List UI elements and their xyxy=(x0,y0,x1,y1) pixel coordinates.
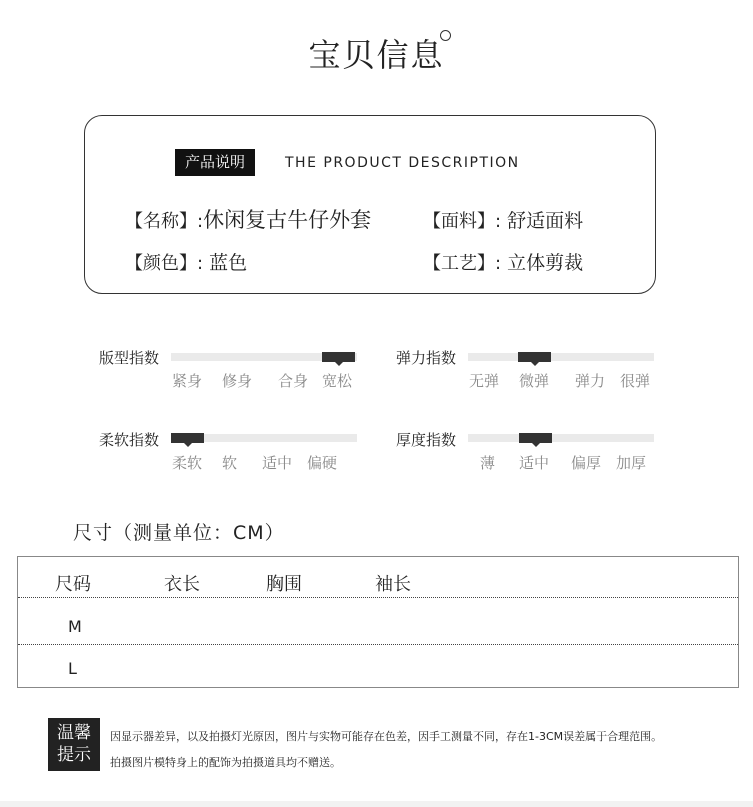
elasticity-option-1: 无弹 xyxy=(469,372,500,390)
color-value: 蓝色 xyxy=(209,252,248,274)
softness-option-1: 柔软 xyxy=(172,454,203,472)
elasticity-option-3: 弹力 xyxy=(575,372,606,390)
fit-option-1: 紧身 xyxy=(172,372,203,390)
name-row xyxy=(125,204,371,234)
tips-badge-line2: 提示 xyxy=(57,745,91,765)
product-description-card xyxy=(84,115,656,294)
elasticity-option-4: 很弹 xyxy=(620,372,651,390)
page-title xyxy=(0,30,753,76)
fit-option-4: 宽松 xyxy=(322,372,353,390)
craft-key: 【工艺】: xyxy=(423,253,502,274)
softness-index-bar xyxy=(171,434,357,442)
product-tag: 产品说明 xyxy=(175,149,255,176)
fit-option-3: 合身 xyxy=(278,372,309,390)
bottom-divider xyxy=(0,801,753,807)
thickness-index-marker xyxy=(519,433,552,443)
fabric-value: 舒适面料 xyxy=(507,210,584,232)
fabric-row xyxy=(423,206,583,233)
size-table-divider xyxy=(18,597,738,598)
color-row xyxy=(125,248,247,275)
elasticity-index-label: 弹力指数 xyxy=(396,349,457,367)
fit-index-marker xyxy=(322,352,355,362)
name-key: 【名称】: xyxy=(125,211,204,232)
name-value: 休闲复古牛仔外套 xyxy=(203,208,372,232)
fabric-key: 【面料】: xyxy=(423,211,502,232)
thickness-index-label: 厚度指数 xyxy=(396,431,457,449)
tips-badge xyxy=(48,718,100,771)
craft-row xyxy=(423,248,583,275)
tips-line-2: 拍摄图片模特身上的配饰为拍摄道具均不赠送。 xyxy=(110,756,341,769)
thickness-option-4: 加厚 xyxy=(616,454,647,472)
size-header-size: 尺码 xyxy=(55,574,91,595)
size-row-m: M xyxy=(68,617,82,636)
elasticity-option-2: 微弹 xyxy=(519,372,550,390)
size-table-divider xyxy=(18,644,738,645)
fit-index-bar xyxy=(171,353,357,361)
thickness-option-3: 偏厚 xyxy=(571,454,602,472)
softness-index-marker xyxy=(171,433,204,443)
size-row-l: L xyxy=(68,659,77,678)
size-header-sleeve: 袖长 xyxy=(375,574,411,595)
elasticity-index-bar xyxy=(468,353,654,361)
tips-badge-line1: 温馨 xyxy=(57,723,91,743)
thickness-option-2: 适中 xyxy=(519,454,550,472)
size-table xyxy=(17,556,739,688)
thickness-index-bar xyxy=(468,434,654,442)
fit-option-2: 修身 xyxy=(222,372,253,390)
softness-option-4: 偏硬 xyxy=(307,454,338,472)
elasticity-index-marker xyxy=(518,352,551,362)
page-title-text: 宝贝信息 xyxy=(308,36,445,74)
craft-value: 立体剪裁 xyxy=(507,252,584,274)
softness-index-label: 柔软指数 xyxy=(99,431,160,449)
tips-line-1: 因显示器差异，以及拍摄灯光原因，图片与实物可能存在色差，因手工测量不同，存在1-3CM误差属于合理范围。 xyxy=(110,730,663,743)
product-tag-en: THE PRODUCT DESCRIPTION xyxy=(285,155,520,171)
size-header-chest: 胸围 xyxy=(266,574,302,595)
softness-option-2: 软 xyxy=(222,454,238,472)
size-header-length: 衣长 xyxy=(164,574,200,595)
color-key: 【颜色】: xyxy=(125,253,204,274)
softness-option-3: 适中 xyxy=(262,454,293,472)
size-section-title: 尺寸（测量单位：CM） xyxy=(73,522,285,544)
thickness-option-1: 薄 xyxy=(480,454,496,472)
fit-index-label: 版型指数 xyxy=(99,349,160,367)
title-circle-decoration xyxy=(440,30,451,41)
